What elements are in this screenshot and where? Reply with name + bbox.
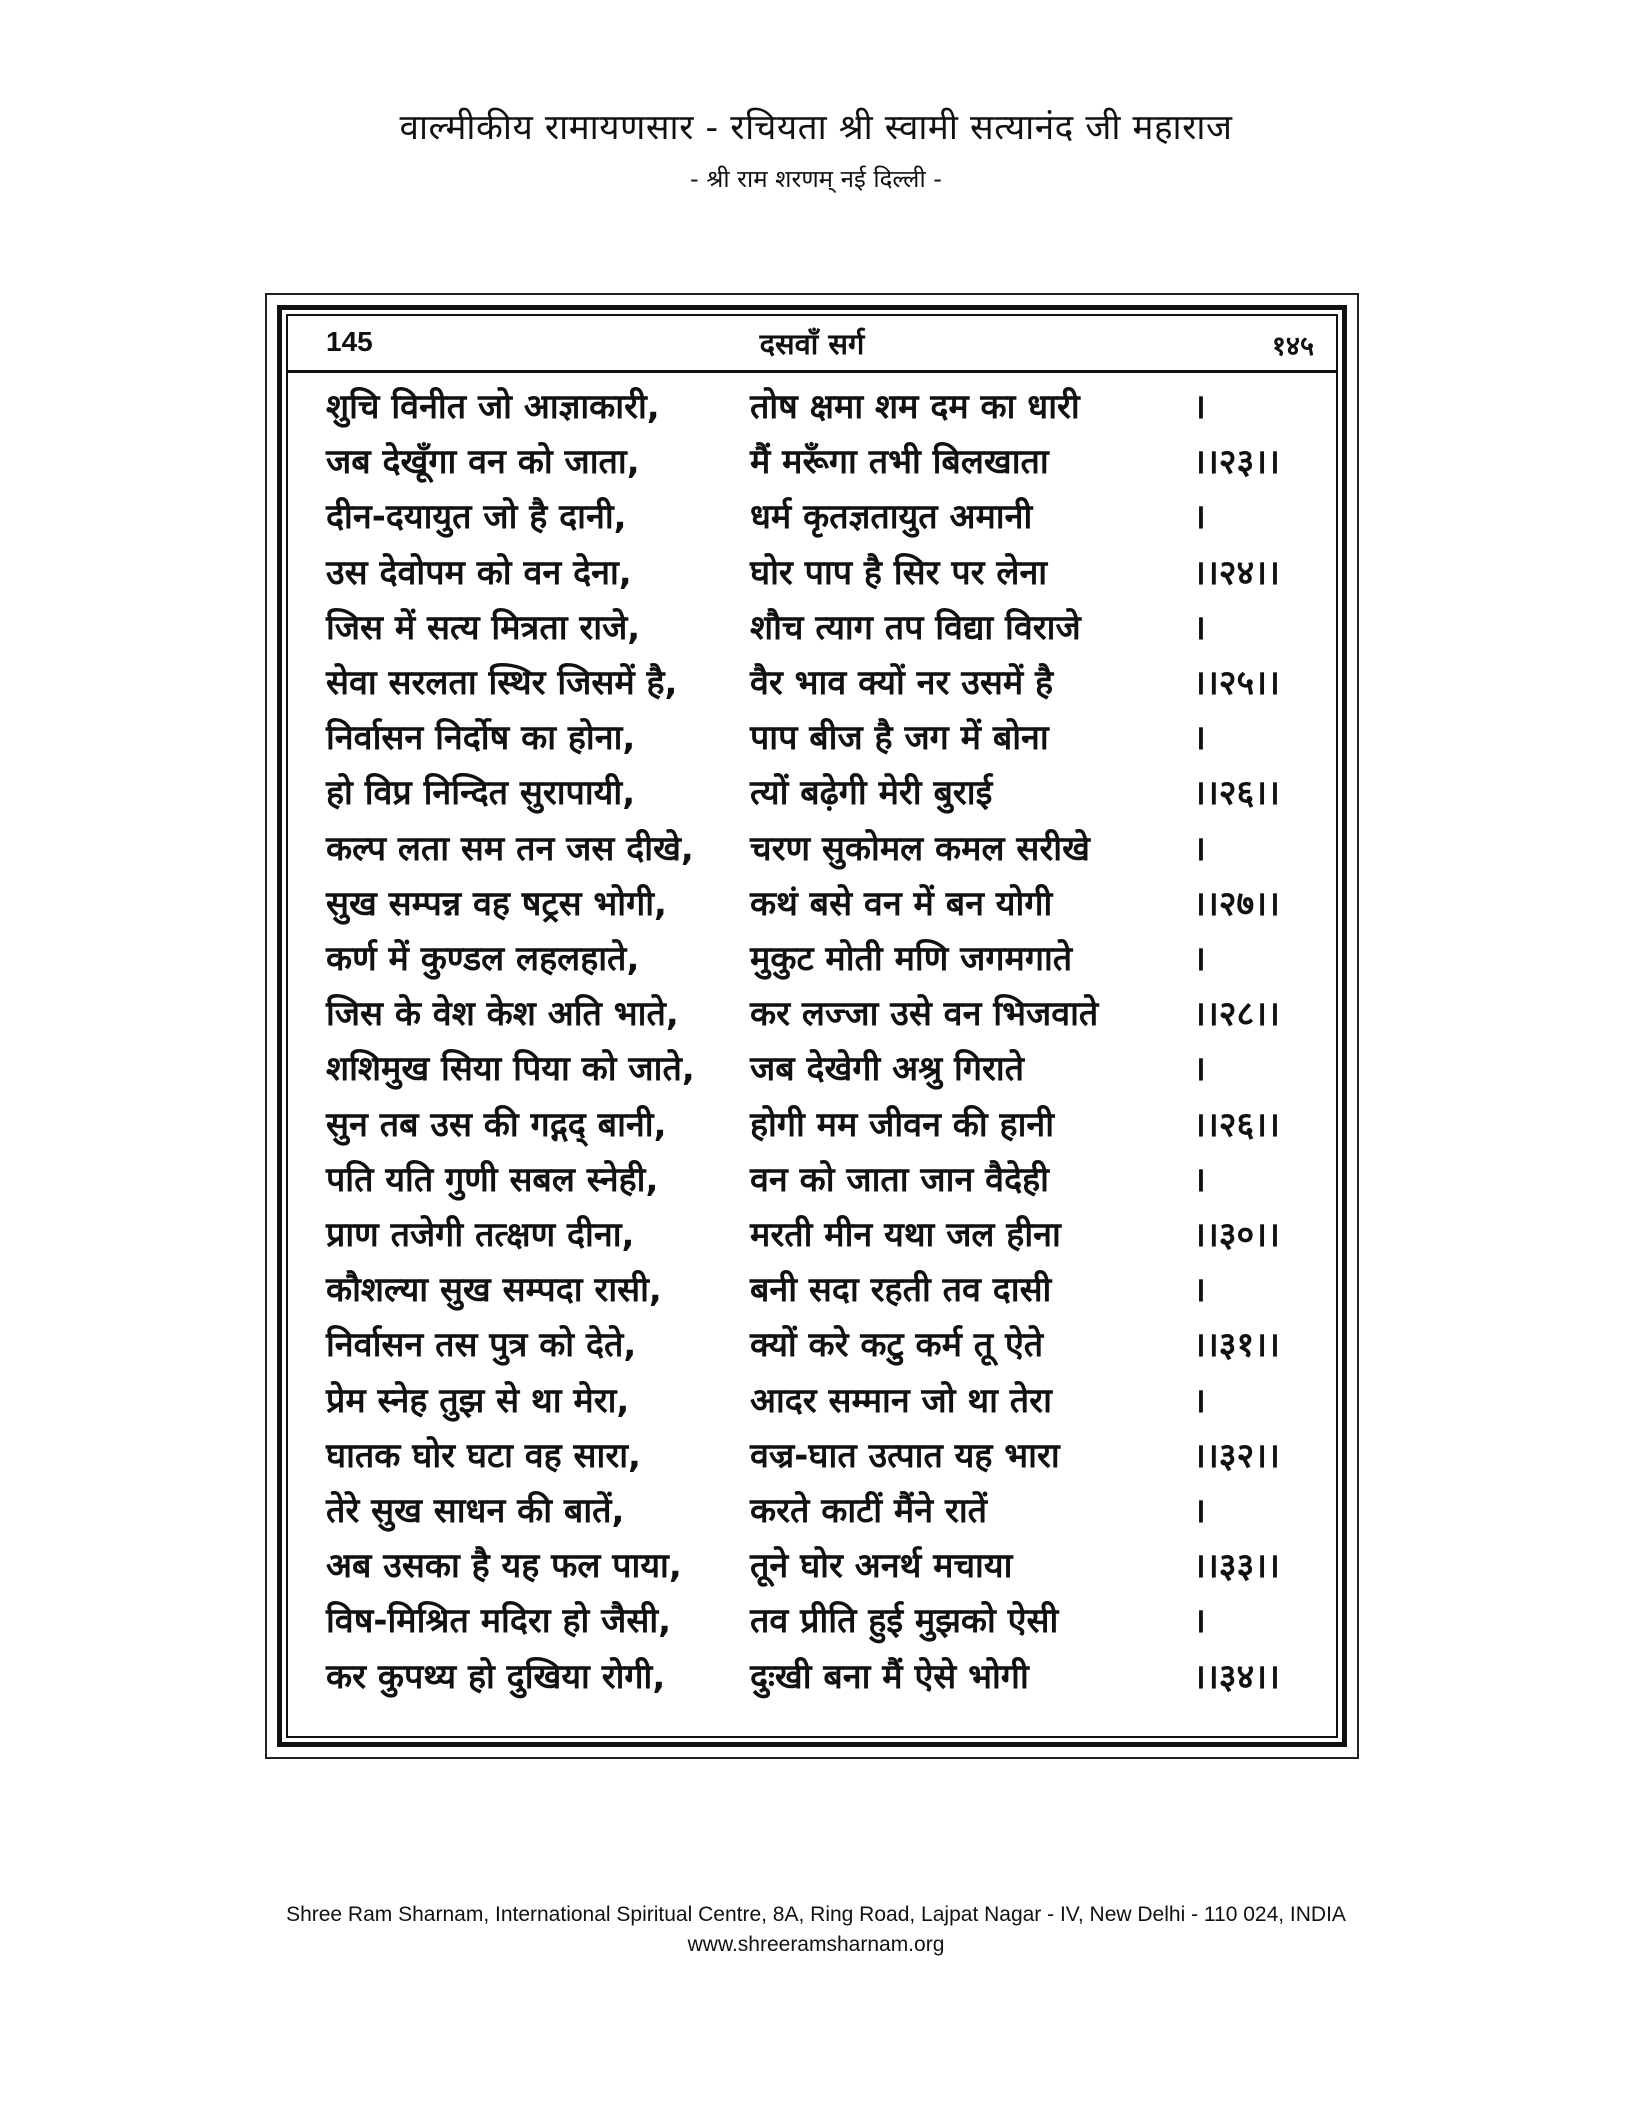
verse-marker: । [1193,1491,1206,1531]
verse-first-half: विष-मिश्रित मदिरा हो जैसी, [326,1601,672,1642]
verse-second-half: मरती मीन यथा जल हीना [750,1215,1061,1255]
verse-second-half: कथं बसे वन में बन योगी [750,883,1053,924]
verse-second-half: शौच त्याग तप विद्या विराजे [750,607,1081,648]
verse-first-half: शशिमुख सिया पिया को जाते, [326,1049,695,1090]
verse-second-half: वज्र-घात उत्पात यह भारा [750,1435,1060,1476]
verse-marker: । [1193,718,1206,759]
verse-line [288,1155,1336,1210]
verse-line [288,1541,1336,1596]
page-content [286,314,1338,1738]
verse-marker: । [1193,1380,1206,1421]
verse-second-half: वन को जाता जान वैदेही [750,1159,1049,1200]
verse-second-half: तोष क्षमा शम दम का धारी [750,387,1080,427]
verse-line [288,1376,1336,1431]
page-header [288,316,1336,373]
verse-marker: । [1193,387,1206,427]
verse-second-half: तूने घोर अनर्थ मचाया [750,1546,1013,1587]
verse-second-half: बनी सदा रहती तव दासी [750,1270,1052,1311]
verse-line [288,768,1336,823]
verse-line [288,713,1336,768]
verse-second-half: तव प्रीति हुई मुझको ऐसी [750,1601,1059,1642]
verse-first-half: अब उसका है यह फल पाया, [326,1546,682,1587]
verse-marker: । [1193,828,1206,869]
verse-second-half: मुकुट मोती मणि जगमगाते [750,939,1073,979]
verse-marker: ।।२६।। [1193,773,1280,814]
verse-line [288,437,1336,492]
verse-second-half: घोर पाप है सिर पर लेना [750,552,1048,593]
verse-line [288,548,1336,603]
verse-line [288,879,1336,934]
verse-marker: । [1193,1270,1206,1311]
verse-first-half: निर्वासन निर्दोष का होना, [326,718,636,759]
verse-line [288,382,1336,437]
verse-first-half: कल्प लता सम तन जस दीखे, [326,828,694,869]
verse-marker: ।।३२।। [1193,1435,1280,1476]
verse-first-half: कर्ण में कुण्डल लहलहाते, [326,939,640,979]
verse-marker: ।।३१।। [1193,1325,1280,1366]
verse-line [288,603,1336,658]
verse-second-half: क्यों करे कटु कर्म तू ऐते [750,1325,1044,1366]
verse-line [288,1100,1336,1155]
verse-marker: । [1193,497,1206,538]
verse-marker: ।।३४।। [1193,1656,1280,1697]
verse-first-half: सेवा सरलता स्थिर जिसमें है, [326,663,678,703]
verse-marker: ।।२३।। [1193,442,1280,483]
verse-line [288,658,1336,713]
verse-second-half: कर लज्जा उसे वन भिजवाते [750,994,1099,1035]
page-frame [265,293,1359,1759]
document-subtitle: - श्री राम शरणम् नई दिल्ली - [690,165,942,193]
verse-marker: । [1193,939,1206,979]
verse-marker: ।।३३।। [1193,1546,1280,1587]
verse-line [288,1486,1336,1541]
verse-marker: । [1193,607,1206,648]
verse-line [288,989,1336,1044]
verse-second-half: जब देखेगी अश्रु गिराते [750,1049,1025,1090]
verse-line [288,1431,1336,1486]
verse-first-half: उस देवोपम को वन देना, [326,552,632,593]
verse-second-half: धर्म कृतज्ञतायुत अमानी [750,497,1033,538]
document-title: वाल्मीकीय रामायणसार - रचियता श्री स्वामी सत्यानंद जी महाराज [399,108,1233,148]
verse-first-half: जिस के वेश केश अति भाते, [326,994,679,1035]
verse-marker: । [1193,1601,1206,1642]
verse-second-half: होगी मम जीवन की हानी [750,1104,1055,1145]
verse-first-half: सुन तब उस की गद्गद् बानी, [326,1104,667,1145]
verse-first-half: तेरे सुख साधन की बातें, [326,1491,625,1531]
page-frame-inner [277,305,1347,1747]
verse-marker: ।।३०।। [1193,1215,1280,1255]
verse-first-half: प्रेम स्नेह तुझ से था मेरा, [326,1380,630,1421]
verse-first-half: प्राण तजेगी तत्क्षण दीना, [326,1215,635,1255]
verse-marker: । [1193,1049,1206,1090]
verse-first-half: कर कुपथ्य हो दुखिया रोगी, [326,1656,666,1697]
verse-second-half: पाप बीज है जग में बोना [750,718,1049,759]
verse-line [288,1210,1336,1265]
verse-second-half: चरण सुकोमल कमल सरीखे [750,828,1090,869]
verse-second-half: आदर सम्मान जो था तेरा [750,1380,1052,1421]
verse-marker: ।।२७।। [1193,883,1280,924]
page-number-devanagari: १४५ [1271,331,1314,362]
verse-first-half: हो विप्र निन्दित सुरापायी, [326,773,636,814]
verse-line [288,1596,1336,1651]
verse-first-half: कौशल्या सुख सम्पदा रासी, [326,1270,662,1311]
verse-first-half: पति यति गुणी सबल स्नेही, [326,1159,659,1200]
verse-line [288,492,1336,547]
verse-second-half: त्यों बढ़ेगी मेरी बुराई [750,773,993,814]
verse-marker: ।।२६।। [1193,1104,1280,1145]
chapter-title: दसवाँ सर्ग [759,327,865,361]
verse-marker: ।।२४।। [1193,552,1280,593]
footer-address: Shree Ram Sharnam, International Spiritual Centre, 8A, Ring Road, Lajpat Nagar - IV, New Delhi - 110 024, INDIA [286,1903,1346,1926]
verse-line [288,1652,1336,1707]
verse-line [288,1320,1336,1375]
verse-marker: । [1193,1159,1206,1200]
verse-first-half: सुख सम्पन्न वह षट्रस भोगी, [326,883,667,924]
verse-line [288,934,1336,989]
verse-first-half: दीन-दयायुत जो है दानी, [326,497,627,538]
verse-first-half: घातक घोर घटा वह सारा, [326,1435,641,1476]
verse-marker: ।।२५।। [1193,663,1280,703]
verse-line [288,1044,1336,1099]
page-number-arabic: 145 [326,326,373,357]
verse-second-half: वैर भाव क्यों नर उसमें है [750,663,1054,703]
verse-marker: ।।२८।। [1193,994,1280,1035]
verse-second-half: दुःखी बना मैं ऐसे भोगी [750,1656,1029,1697]
verse-first-half: जिस में सत्य मित्रता राजे, [326,607,641,648]
verse-first-half: निर्वासन तस पुत्र को देते, [326,1325,637,1366]
verse-first-half: शुचि विनीत जो आज्ञाकारी, [326,387,660,427]
footer-url[interactable]: www.shreeramsharnam.org [687,1933,945,1956]
verse-first-half: जब देखूँगा वन को जाता, [326,442,640,483]
verse-second-half: मैं मरूँगा तभी बिलखाता [750,442,1049,483]
verse-second-half: करते काटीं मैंने रातें [750,1491,988,1531]
verse-line [288,1265,1336,1320]
verse-line [288,824,1336,879]
